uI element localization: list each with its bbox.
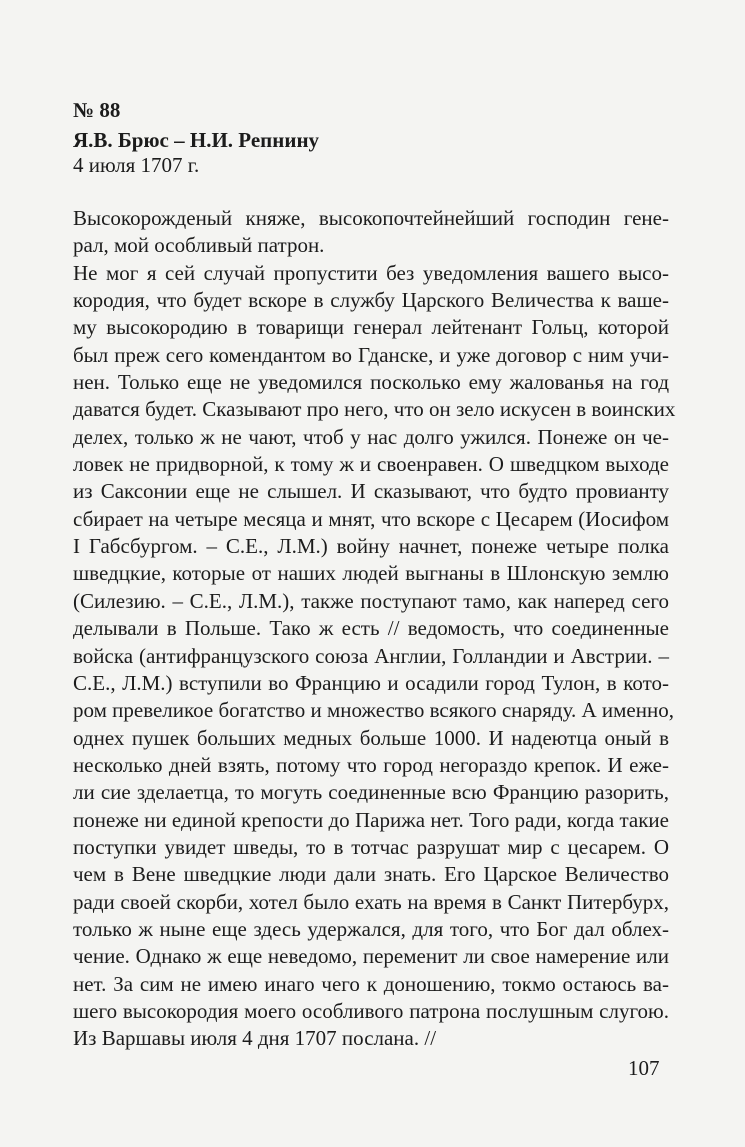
document-date: 4 июля 1707 г. bbox=[73, 153, 200, 177]
body-line: ли сие зделаетца, то могуть соединенные всю Францию разорить, bbox=[73, 780, 669, 805]
body-line: поступки увидет шведы, то в тотчас разрушат мир с цесарем. О bbox=[73, 834, 669, 859]
body-line: Из Варшавы июля 4 дня 1707 послана. // bbox=[73, 1026, 437, 1051]
body-line: С.Е., Л.М.) вступили во Францию и осадили город Тулон, в кото- bbox=[73, 670, 669, 695]
body-line: Не мог я сей случай пропустити без уведомления вашего высо- bbox=[73, 260, 669, 285]
body-line: войска (антифранцузского союза Англии, Голландии и Австрии. – bbox=[73, 643, 669, 668]
body-line: даватся будет. Сказывают про него, что он зело искусен в воинских bbox=[73, 397, 676, 422]
body-line: несколько дней взять, потому что город негораздо крепок. И еже- bbox=[73, 752, 669, 777]
body-line: однех пушек больших медных больше 1000. И надеютца оный в bbox=[73, 725, 669, 750]
body-line: нет. За сим не имею инаго чего к доношению, токмо остаюсь ва- bbox=[73, 971, 669, 996]
document-title: Я.В. Брюс – Н.И. Репнину bbox=[73, 128, 320, 152]
body-line: I Габсбургом. – С.Е., Л.М.) войну начнет, понеже четыре полка bbox=[73, 534, 669, 559]
document-number: № 88 bbox=[73, 98, 121, 122]
body-line: Высокорожденый княже, высокопочтейнейший господин гене- bbox=[73, 206, 669, 230]
body-line: (Силезию. – С.Е., Л.М.), также поступают тамо, как наперед сего bbox=[73, 588, 669, 613]
body-line: понеже ни единой крепости до Парижа нет. Того ради, когда такие bbox=[73, 807, 669, 832]
body-line: шего высокородия моего особливого патрона послушным слугою. bbox=[73, 998, 669, 1023]
body-line: нен. Только еще не уведомился посколько ему жалованья на год bbox=[73, 370, 669, 395]
body-line: чем в Вене шведцкие люди дали знать. Его Царское Величество bbox=[73, 862, 669, 887]
body-line: сбирает на четыре месяца и мнят, что вскоре с Цесарем (Иосифом bbox=[73, 506, 669, 531]
body-line: му высокородию в товарищи генерал лейтенант Гольц, которой bbox=[73, 315, 669, 340]
body-line: чение. Однако ж еще неведомо, переменит ли свое намерение или bbox=[73, 944, 669, 969]
body-line: только ж ныне еще здесь удержался, для того, что Бог дал облех- bbox=[73, 916, 669, 941]
body-line: ради своей скорби, хотел было ехать на время в Санкт Питербурх, bbox=[73, 889, 669, 914]
body-line: был преж сего комендантом во Гданске, и уже договор с ним учи- bbox=[73, 342, 669, 367]
page-number: 107 bbox=[628, 1056, 660, 1080]
body-line: ловек не придворной, к тому ж и своенравен. О шведцком выходе bbox=[73, 452, 669, 477]
body-line: делех, только ж не чают, чтоб у нас долго ужился. Понеже он че- bbox=[73, 424, 669, 449]
body-line: из Саксонии еще не слышел. И сказывают, что будто провианту bbox=[73, 479, 669, 504]
body-line: ром превеликое богатство и множество всякого снаряду. А именно, bbox=[73, 698, 674, 723]
letter-body bbox=[73, 205, 676, 1053]
body-line: рал, мой особливый патрон. bbox=[73, 233, 325, 258]
body-line: делывали в Польше. Тако ж есть // ведомость, что соединенные bbox=[73, 616, 669, 641]
body-line: шведцкие, которые от наших людей выгнаны в Шлонскую землю bbox=[73, 561, 669, 586]
body-line: кородия, что будет вскоре в службу Царского Величества к ваше- bbox=[73, 288, 669, 313]
